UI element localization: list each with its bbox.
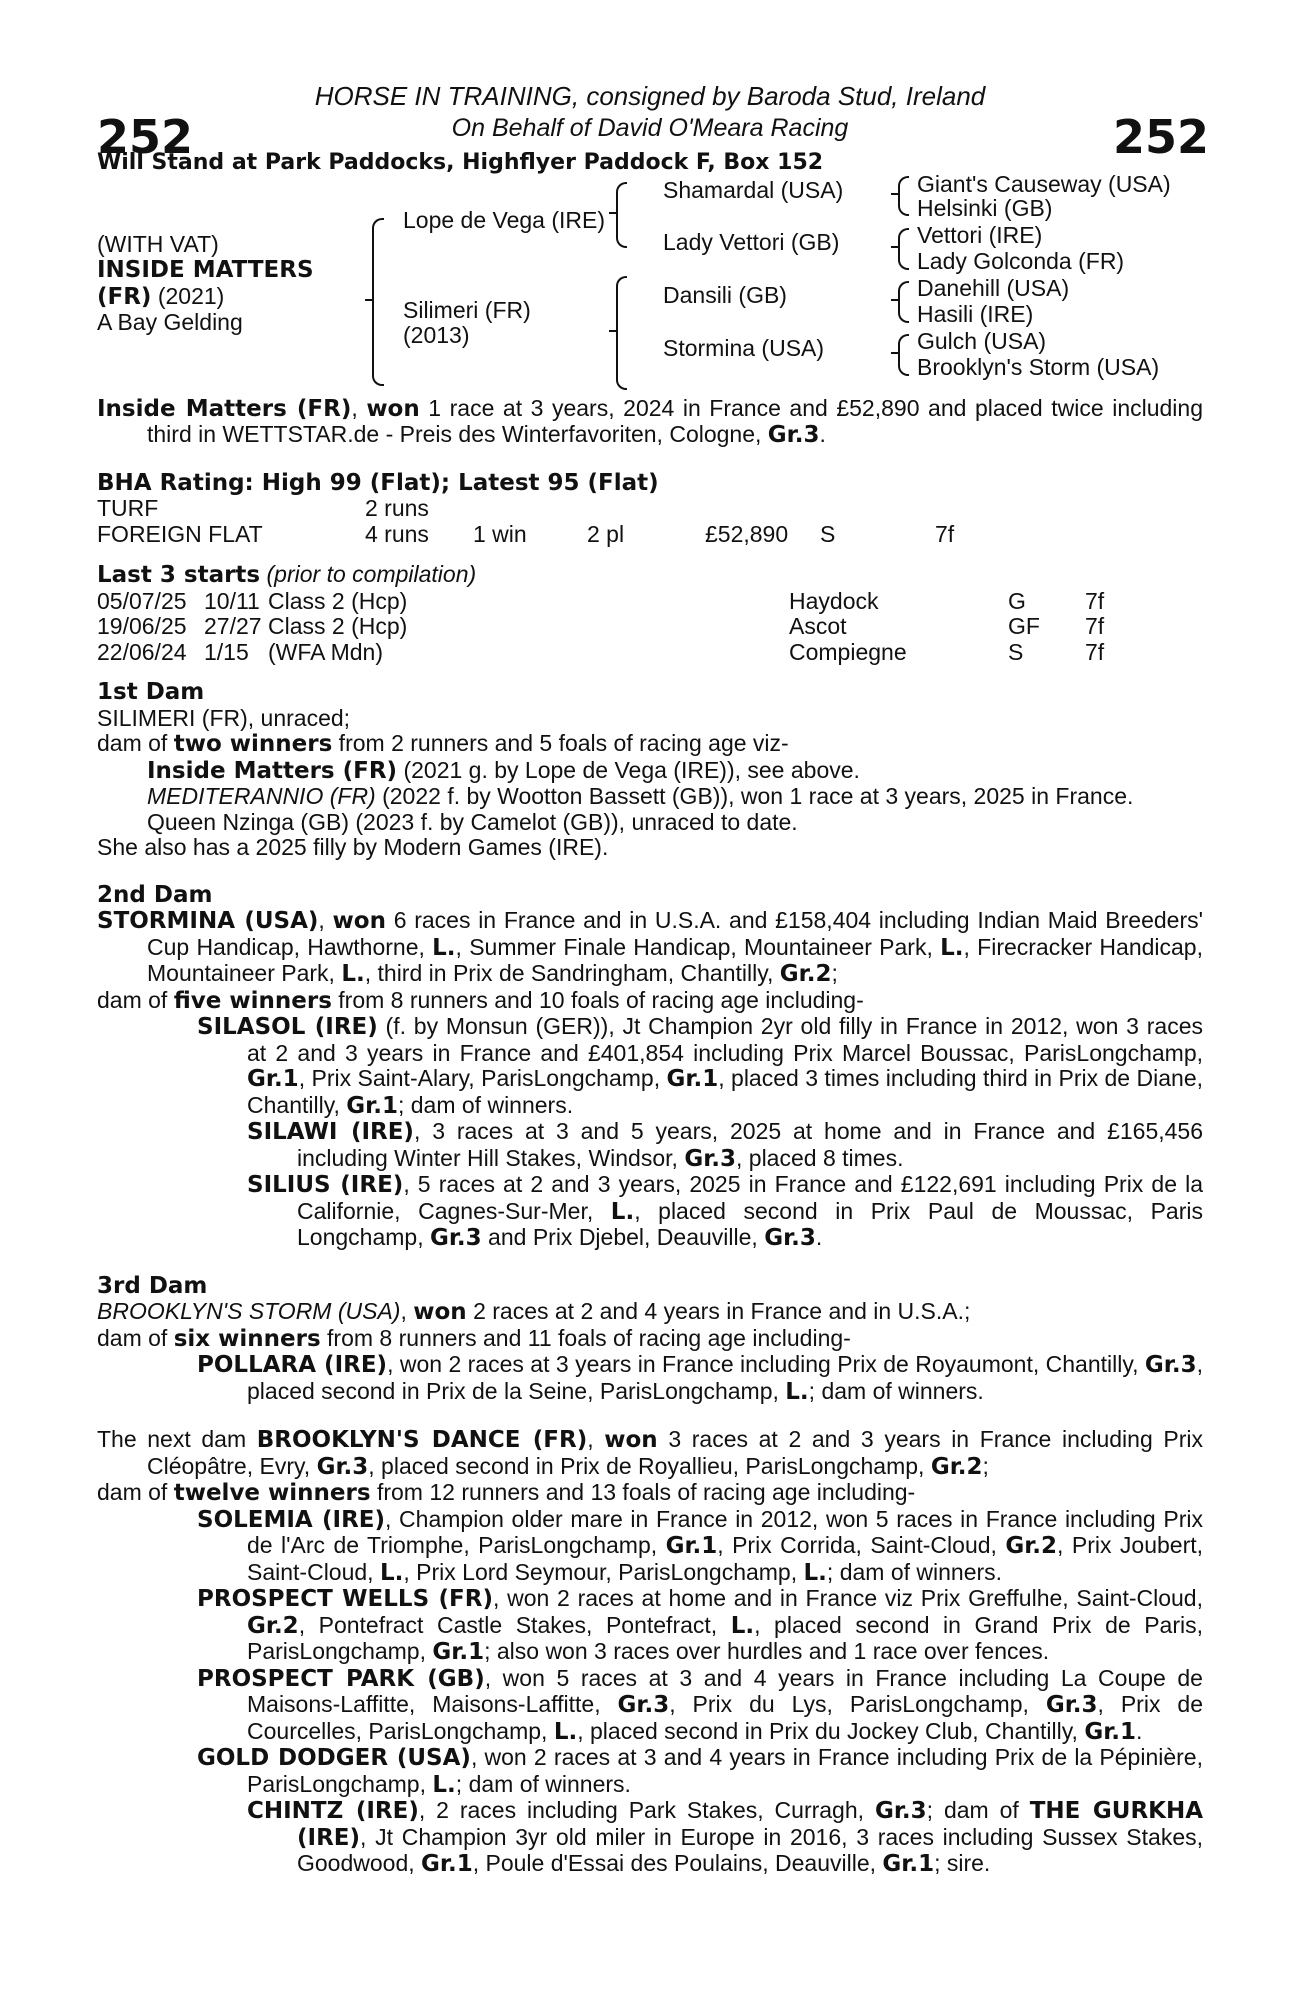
start-cell: S <box>1008 638 1024 665</box>
rating-cell: TURF <box>97 495 159 521</box>
dam4-produce-solemia: SOLEMIA (IRE), Champion older mare in France in 2012, won 5 races in France including Prix de l'Arc de Triomphe, ParisLongchamp, Gr.1, Prix Corrida, Saint-Cloud, Gr.2, Prix Joubert, Saint-Cloud, L., Prix Lord Seymour, ParisLongchamp, L.; dam of winners. <box>197 1505 1204 1586</box>
dam1-produce-4: She also has a 2025 filly by Modern Games (IRE). <box>97 834 609 860</box>
rating-cell: 2 pl <box>587 520 625 547</box>
rating-row <box>97 522 995 548</box>
dam3-produce-pollara: POLLARA (IRE), won 2 races at 3 years in France including Prix de Royaumont, Chantilly, Gr.3, placed second in Prix de la Seine, ParisLongchamp, L.; dam of winners. <box>197 1351 1203 1405</box>
start-cell: 22/06/24 <box>97 638 187 665</box>
bracket-dd-tip <box>891 352 899 354</box>
rating-cell: £52,890 <box>705 520 789 547</box>
consignment-block <box>97 80 1203 144</box>
ssd: Helsinki (GB) <box>917 194 1053 221</box>
pedigree-bracket-sire <box>616 182 627 248</box>
rating-cell: 4 runs <box>365 520 429 547</box>
rating-cell: 7f <box>935 520 955 547</box>
start-cell: 7f <box>1085 613 1105 639</box>
dam-year: (2013) <box>403 321 470 348</box>
summary-won: won <box>366 395 420 422</box>
bracket-sd <box>898 228 909 270</box>
bracket-ds <box>898 281 909 323</box>
dam1-line2: dam of two winners from 2 runners and 5 foals of racing age viz- <box>97 730 789 757</box>
dam2-produce-silius: SILIUS (IRE), 5 races at 2 and 3 years, 2025 in France and £122,691 including Prix de la Californie, Cagnes-Sur-Mer, L., placed second in Prix Paul de Moussac, Paris Longchamp, Gr.3 and Prix Djebel, Deauville, Gr.3. <box>247 1171 1203 1251</box>
start-cell: 10/11 <box>204 587 260 614</box>
start-cell: Haydock <box>789 587 879 614</box>
pedigree-bracket-sire-tip <box>609 212 617 214</box>
horse-name: INSIDE MATTERS <box>97 256 314 283</box>
horse-country: (FR) <box>97 283 152 310</box>
dam2-title: 2nd Dam <box>97 881 213 908</box>
dam3-title: 3rd Dam <box>97 1272 208 1299</box>
dam1-produce-3: Queen Nzinga (GB) (2023 f. by Camelot (GB)), unraced to date. <box>147 808 798 835</box>
summary-text: 1 race at 3 years, 2024 in France and £52,890 and placed twice including third in WETTSTAR.de - Preis des Winterfavoriten, Cologne, <box>147 394 1204 447</box>
dam-sire: Dansili (GB) <box>663 281 787 308</box>
rating-table <box>97 496 995 547</box>
dsd: Hasili (IRE) <box>917 300 1034 327</box>
rating-cell: S <box>820 520 836 547</box>
bracket-sd-tip <box>891 246 899 248</box>
last-starts-title <box>97 562 1203 589</box>
start-cell: 7f <box>1085 638 1105 665</box>
consignment-line: HORSE IN TRAINING, consigned by Baroda Stud, Ireland <box>314 81 986 111</box>
start-cell: GF <box>1008 613 1040 639</box>
sss: Giant's Causeway (USA) <box>917 170 1171 197</box>
sire-sire: Shamardal (USA) <box>663 176 844 203</box>
start-row <box>97 589 1145 615</box>
vat-label: (WITH VAT) <box>97 230 219 257</box>
dam4-produce-prospect-park: PROSPECT PARK (GB), won 5 races at 3 and 4 years in France including La Coupe de Maisons-Laffitte, Maisons-Laffitte, Gr.3, Prix du Lys, ParisLongchamp, Gr.3, Prix de Courcelles, ParisLongchamp, L., placed second in Prix du Jockey Club, Chantilly, Gr.1. <box>197 1664 1203 1745</box>
summary-paragraph: Inside Matters (FR), won 1 race at 3 years, 2024 in France and £52,890 and placed twice including third in WETTSTAR.de - Preis des Winterfavoriten, Cologne, Gr.3. <box>97 394 1204 448</box>
sds: Vettori (IRE) <box>917 221 1043 248</box>
summary-horse-name: Inside Matters (FR) <box>97 395 352 422</box>
start-cell: Class 2 (Hcp) <box>268 587 408 614</box>
dam3-record: BROOKLYN'S STORM (USA), won 2 races at 2 and 4 years in France and in U.S.A.; <box>97 1298 971 1325</box>
dam1-produce-1: Inside Matters (FR) (2021 g. by Lope de Vega (IRE)), see above. <box>147 756 860 784</box>
summary-end: . <box>819 421 826 447</box>
last-starts-table <box>97 589 1145 666</box>
last-starts-note: (prior to compilation) <box>260 561 477 587</box>
on-behalf-line: On Behalf of David O'Meara Racing <box>451 114 849 142</box>
dam4-produce-prospect-wells: PROSPECT WELLS (FR), won 2 races at home and in France viz Prix Greffulhe, Saint-Cloud, Gr.2, Pontefract Castle Stakes, Pontefract, L., placed second in Grand Prix de Paris, ParisLongchamp, Gr.1; also won 3 races over hurdles and 1 race over fences. <box>197 1585 1204 1665</box>
start-row <box>97 640 1145 666</box>
last-starts-heading: Last 3 starts <box>97 562 261 588</box>
bracket-ss <box>898 176 909 216</box>
horse-country-year <box>97 284 224 311</box>
dam1-title: 1st Dam <box>97 679 205 705</box>
rating-row <box>97 496 995 522</box>
rating-cell <box>705 496 820 522</box>
pedigree-bracket-main <box>372 218 384 386</box>
rating-cell: FOREIGN FLAT <box>97 520 263 547</box>
start-cell: 7f <box>1085 587 1105 614</box>
dam: Silimeri (FR) <box>403 296 531 323</box>
dam-dam: Stormina (USA) <box>663 334 825 361</box>
bracket-dd <box>898 334 909 376</box>
stand-location: Will Stand at Park Paddocks, Highflyer Paddock F, Box 152 <box>97 150 824 175</box>
ddd: Brooklyn's Storm (USA) <box>917 353 1160 380</box>
dss: Danehill (USA) <box>917 274 1070 301</box>
rating-cell <box>473 496 587 522</box>
pedigree-bracket-main-tip <box>365 299 373 301</box>
bracket-ds-tip <box>891 299 899 301</box>
pedigree-bracket-dam-tip <box>609 330 617 332</box>
summary-grade: Gr.3 <box>767 422 820 448</box>
rating-cell <box>935 496 995 522</box>
horse-description: A Bay Gelding <box>97 308 243 335</box>
start-cell: 19/06/25 <box>97 613 187 639</box>
start-cell: 27/27 <box>204 613 262 639</box>
dam3-damof: dam of six winners from 8 runners and 11 foals of racing age including- <box>97 1324 851 1352</box>
rating-title: BHA Rating: High 99 (Flat); Latest 95 (Flat) <box>97 469 659 496</box>
lot-number-right: 252 <box>1112 110 1209 164</box>
dam2-record: STORMINA (USA), won 6 races in France and in U.S.A. and £158,404 including Indian Maid Breeders' Cup Handicap, Hawthorne, L., Summer Finale Handicap, Mountaineer Park, L., Firecracker Handicap, Mountaineer Park, L., third in Prix de Sandringham, Chantilly, Gr.2; <box>97 907 1203 987</box>
dam4-produce-gold-dodger: GOLD DODGER (USA), won 2 races at 3 and 4 years in France including Prix de la Pépinière, ParisLongchamp, L.; dam of winners. <box>197 1744 1203 1798</box>
start-cell: (WFA Mdn) <box>268 638 384 665</box>
sdd: Lady Golconda (FR) <box>917 247 1125 274</box>
lot-number-left: 252 <box>97 110 194 164</box>
start-cell: G <box>1008 587 1026 614</box>
pedigree-bracket-dam <box>616 276 627 390</box>
dam1-produce-2: MEDITERANNIO (FR) (2022 f. by Wootton Bassett (GB)), won 1 race at 3 years, 2025 in France. <box>147 783 1134 809</box>
rating-cell: 1 win <box>473 520 527 547</box>
dam2-damof: dam of five winners from 8 runners and 10 foals of racing age including- <box>97 986 864 1014</box>
rating-cell: 2 runs <box>365 495 429 521</box>
start-cell: Ascot <box>789 613 847 639</box>
dam4-record: The next dam BROOKLYN'S DANCE (FR), won 3 races at 2 and 3 years in France including Prix Cléopâtre, Evry, Gr.3, placed second in Prix de Royallieu, ParisLongchamp, Gr.2; <box>97 1426 1203 1480</box>
start-row <box>97 614 1145 640</box>
start-cell: 1/15 <box>204 638 249 665</box>
rating-cell <box>587 496 705 522</box>
sire-dam: Lady Vettori (GB) <box>663 228 840 255</box>
bracket-ss-tip <box>891 193 899 195</box>
dam4-produce-chintz: CHINTZ (IRE), 2 races including Park Stakes, Curragh, Gr.3; dam of THE GURKHA (IRE), Jt Champion 3yr old miler in Europe in 2016, 3 races including Sussex Stakes, Goodwood, Gr.1, Poule d'Essai des Poulains, Deauville, Gr.1; sire. <box>247 1797 1204 1877</box>
sire: Lope de Vega (IRE) <box>403 206 606 233</box>
horse-year: (2021) <box>151 282 225 309</box>
rating-cell <box>820 496 935 522</box>
start-cell: Class 2 (Hcp) <box>268 613 408 639</box>
catalogue-page <box>97 80 1209 1878</box>
dam1-line1: SILIMERI (FR), unraced; <box>97 704 351 731</box>
start-cell: Compiegne <box>789 638 907 665</box>
dam2-produce-silawi: SILAWI (IRE), 3 races at 3 and 5 years, 2025 at home and in France and £165,456 including Winter Hill Stakes, Windsor, Gr.3, placed 8 times. <box>247 1118 1204 1172</box>
dam4-damof: dam of twelve winners from 12 runners and 13 foals of racing age including- <box>97 1479 916 1506</box>
start-cell: 05/07/25 <box>97 587 187 614</box>
dam2-produce-silasol: SILASOL (IRE) (f. by Monsun (GER)), Jt Champion 2yr old filly in France in 2012, won 3 races at 2 and 3 years in France and £401,854 including Prix Marcel Boussac, ParisLongchamp, Gr.1, Prix Saint-Alary, ParisLongchamp, Gr.1, placed 3 times including third in Prix de Diane, Chantilly, Gr.1; dam of winners. <box>197 1013 1203 1119</box>
dds: Gulch (USA) <box>917 327 1047 354</box>
pedigree-table <box>97 170 1203 396</box>
